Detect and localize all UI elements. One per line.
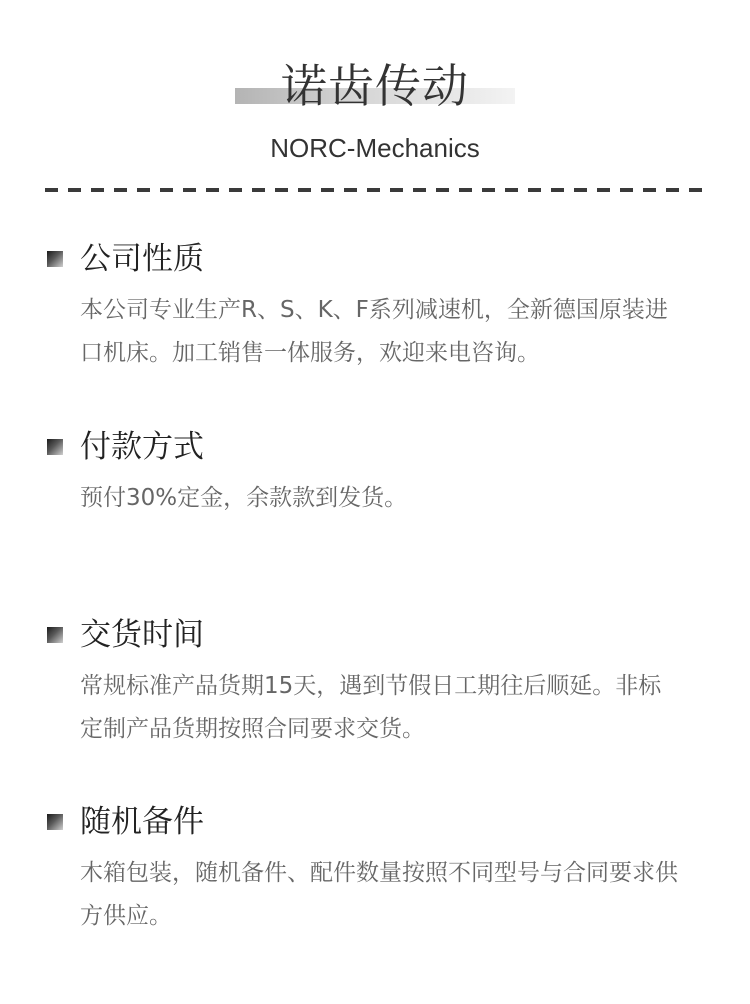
section-title: 随机备件 xyxy=(80,804,204,840)
page-header xyxy=(0,0,750,200)
page-title: 诺齿传动 xyxy=(281,59,469,113)
section-text-line: 预付30%定金，余款款到发货。 xyxy=(80,485,408,511)
page-subtitle: NORC-Mechanics xyxy=(270,133,480,163)
dashed-divider xyxy=(45,188,705,192)
bullet-square-icon xyxy=(47,251,63,267)
section-text-line: 方供应。 xyxy=(80,903,172,929)
section-body xyxy=(80,665,710,751)
section-text-line: 木箱包装，随机备件、配件数量按照不同型号与合同要求供 xyxy=(80,860,678,886)
section-text-line: 常规标准产品货期15天，遇到节假日工期往后顺延。非标 xyxy=(80,673,662,699)
section-body xyxy=(80,852,710,938)
section-body xyxy=(80,477,710,520)
section-body xyxy=(80,289,710,375)
section-text-line: 本公司专业生产R、S、K、F系列减速机，全新德国原装进 xyxy=(80,297,668,323)
section-title: 付款方式 xyxy=(80,429,204,465)
bullet-square-icon xyxy=(47,439,63,455)
bullet-square-icon xyxy=(47,627,63,643)
section-text-line: 口机床。加工销售一体服务，欢迎来电咨询。 xyxy=(80,340,540,366)
bullet-square-icon xyxy=(47,814,63,830)
section-text-line: 定制产品货期按照合同要求交货。 xyxy=(80,716,425,742)
section-title: 交货时间 xyxy=(80,617,204,653)
section-title: 公司性质 xyxy=(80,241,204,277)
